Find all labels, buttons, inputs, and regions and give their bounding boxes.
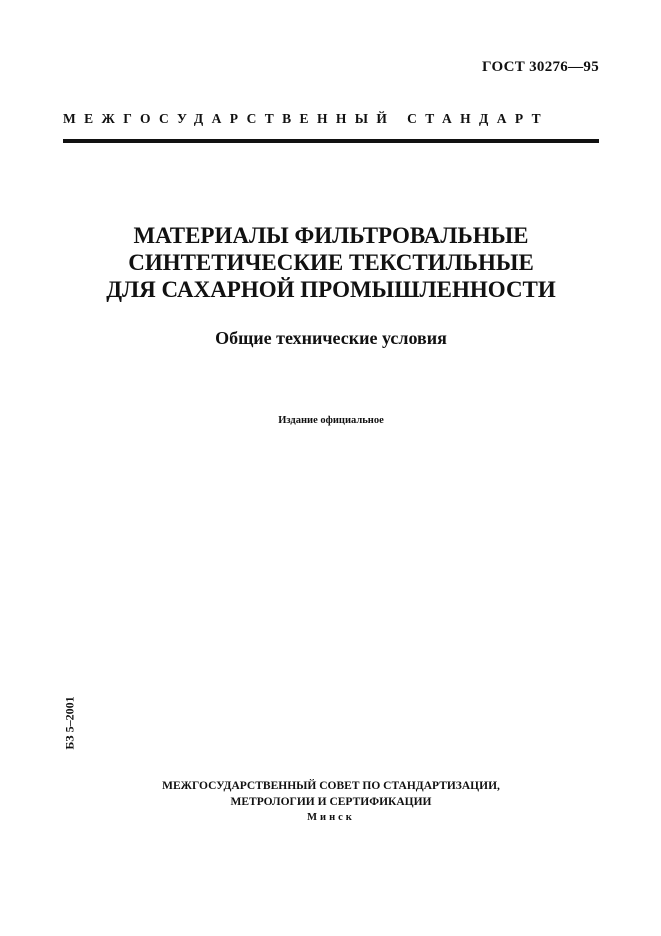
edition-label: Издание официальное	[278, 415, 384, 426]
document-subtitle: Общие технические условия	[215, 328, 447, 348]
gost-number: ГОСТ 30276—95	[481, 59, 599, 75]
title-line-1: МАТЕРИАЛЫ ФИЛЬТРОВАЛЬНЫЕ	[133, 223, 529, 248]
side-code	[62, 692, 78, 754]
document-title	[63, 222, 599, 303]
publisher-city: Минск	[307, 812, 355, 823]
publisher-block	[63, 778, 599, 826]
publisher-line-1: МЕЖГОСУДАРСТВЕННЫЙ СОВЕТ ПО СТАНДАРТИЗАЦИИ,	[162, 780, 500, 792]
title-line-2: СИНТЕТИЧЕСКИЕ ТЕКСТИЛЬНЫЕ	[128, 250, 534, 275]
title-line-3: ДЛЯ САХАРНОЙ ПРОМЫШЛЕННОСТИ	[106, 277, 556, 302]
header-divider	[63, 139, 599, 143]
publisher-line-2: МЕТРОЛОГИИ И СЕРТИФИКАЦИИ	[230, 796, 432, 808]
side-code-text: БЗ 5–2001	[62, 696, 77, 750]
standard-type-heading: МЕЖГОСУДАРСТВЕННЫЙ СТАНДАРТ	[63, 111, 550, 126]
